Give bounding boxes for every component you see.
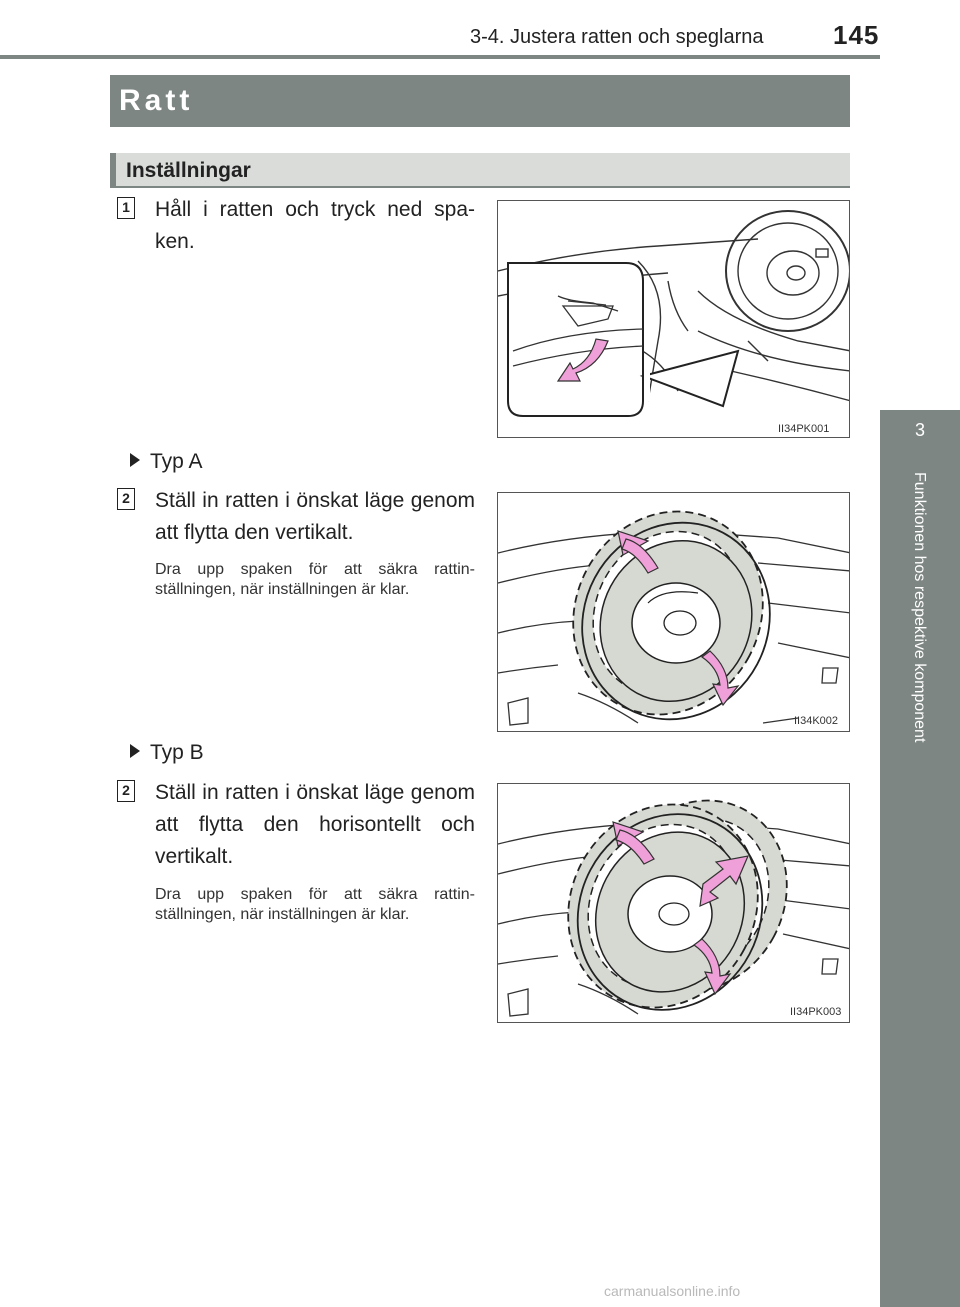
chapter-number: 3: [914, 420, 925, 440]
variant-a-text: Typ A: [150, 450, 203, 473]
figure-code-3: II34PK003: [790, 1006, 842, 1018]
chapter-title: Funktionen hos respektive komponent: [911, 472, 928, 743]
figure-tilt-telescopic-adjust: [497, 783, 850, 1023]
step-2a-text: Ställ in ratten i önskat läge genom att flytta den vertikalt.: [155, 489, 475, 544]
triangle-bullet-icon: [130, 453, 140, 467]
step-number-2b: 2: [117, 780, 135, 802]
step-2a-note: Dra upp spaken för att säkra rattin-ställningen, när inställningen är klar.: [155, 561, 475, 598]
chapter-title-vertical: [911, 472, 928, 902]
triangle-bullet-icon: [130, 744, 140, 758]
title-banner: [110, 75, 850, 127]
header-rule: [0, 55, 880, 59]
page-number: 145: [833, 20, 880, 50]
subheading-bar: [110, 153, 850, 188]
figure-code-2: II34K002: [794, 715, 839, 727]
step-2b-note: Dra upp spaken för att säkra rattin-ställningen, när inställningen är klar.: [155, 886, 475, 923]
running-header: 3-4. Justera ratten och speglarna: [470, 26, 764, 48]
step-1-text: Håll i ratten och tryck ned spa-ken.: [155, 198, 475, 253]
figure-lever-release: [497, 200, 850, 438]
step-number-2a: 2: [117, 488, 135, 510]
step-2b-text: Ställ in ratten i önskat läge genom att flytta den horisontellt och vertikalt.: [155, 781, 475, 868]
variant-label-typ-a: [130, 450, 203, 474]
subheading: Inställningar: [126, 159, 251, 182]
watermark: carmanualsonline.info: [604, 1283, 741, 1299]
figure-tilt-adjust: [497, 492, 850, 732]
figure-code-1: II34PK001: [778, 423, 830, 435]
step-number-1: 1: [117, 197, 135, 219]
page-title: Ratt: [119, 84, 194, 117]
variant-b-text: Typ B: [150, 741, 204, 764]
variant-label-typ-b: [130, 741, 204, 765]
